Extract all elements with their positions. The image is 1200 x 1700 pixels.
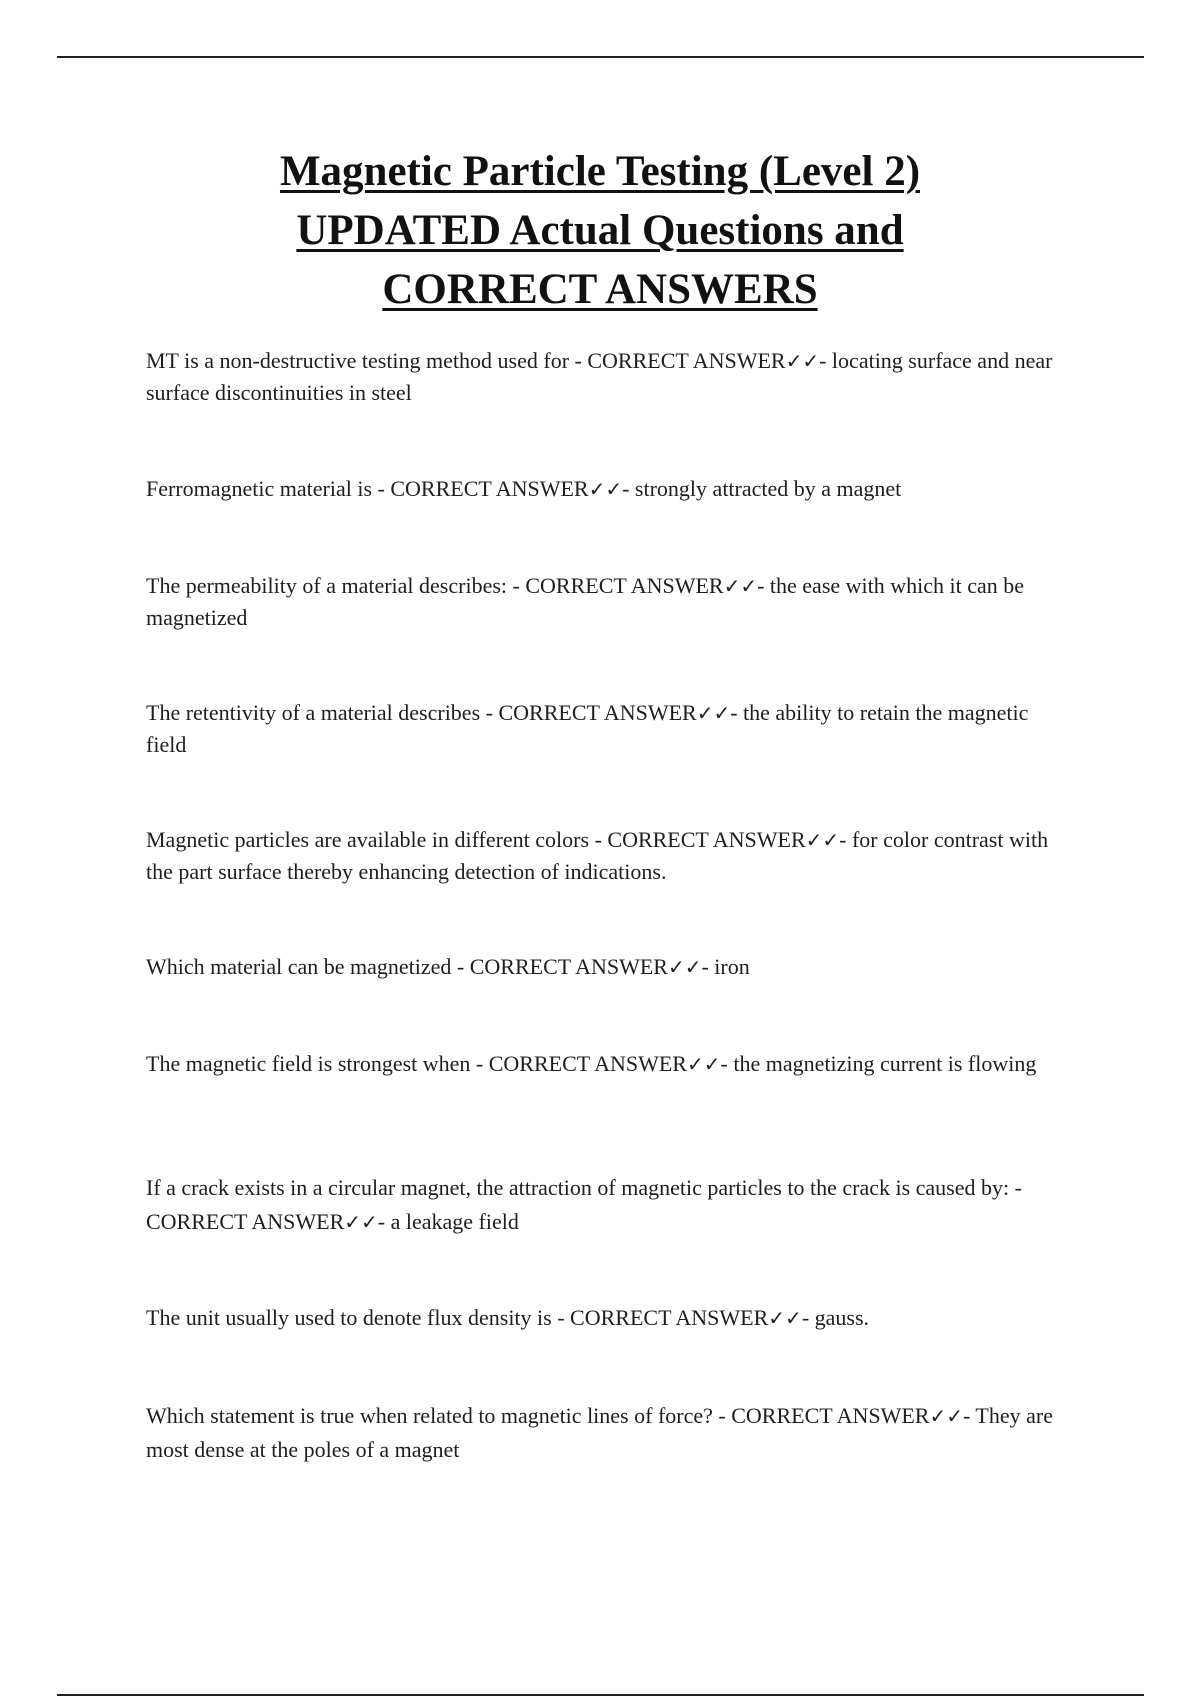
bottom-rule — [57, 1694, 1144, 1696]
answer-marker: - CORRECT ANSWER — [594, 827, 806, 852]
answer-marker: - CORRECT ANSWER — [146, 1175, 1022, 1234]
question-text: Ferromagnetic material is — [146, 476, 373, 501]
question-text: The permeability of a material describes: — [146, 573, 508, 598]
answer-text: - for color contrast with the part surface thereby enhancing detection of indications. — [146, 827, 1049, 884]
qa-item-5 — [146, 824, 1066, 887]
question-text: MT is a non-destructive testing method used for — [146, 348, 570, 373]
answer-marker: - CORRECT ANSWER — [512, 573, 724, 598]
question-text: If a crack exists in a circular magnet, the attraction of magnetic particles to the crack is caused by: — [146, 1175, 1010, 1200]
answer-text: - gauss. — [801, 1305, 870, 1330]
qa-item-2 — [146, 473, 1066, 505]
qa-item-1 — [146, 345, 1066, 408]
top-rule — [57, 56, 1144, 58]
answer-text: - locating surface and near surface discontinuities in steel — [146, 348, 1053, 405]
title-line-1: Magnetic Particle Testing (Level 2) — [279, 148, 921, 195]
answer-text: - iron — [701, 954, 750, 979]
double-check-icon: ✓✓ — [805, 828, 840, 852]
answer-text: - the magnetizing current is flowing — [720, 1051, 1037, 1076]
question-text: The magnetic field is strongest when — [146, 1051, 471, 1076]
qa-item-9 — [146, 1302, 1066, 1334]
answer-marker: - CORRECT ANSWER — [557, 1305, 769, 1330]
answer-marker: - CORRECT ANSWER — [718, 1403, 930, 1428]
answer-marker: - CORRECT ANSWER — [574, 348, 786, 373]
question-text: The unit usually used to denote flux density is — [146, 1305, 552, 1330]
answer-marker: - CORRECT ANSWER — [377, 476, 589, 501]
answer-text: - strongly attracted by a magnet — [622, 476, 902, 501]
double-check-icon: ✓✓ — [723, 574, 758, 598]
double-check-icon: ✓✓ — [344, 1210, 378, 1234]
answer-text: - the ability to retain the magnetic field — [146, 700, 1029, 757]
question-text: Which material can be magnetized — [146, 954, 452, 979]
double-check-icon: ✓✓ — [696, 701, 731, 725]
question-text: The retentivity of a material describes — [146, 700, 481, 725]
double-check-icon: ✓✓ — [785, 349, 820, 373]
qa-item-3 — [146, 570, 1066, 633]
double-check-icon: ✓✓ — [929, 1404, 963, 1428]
question-text: Magnetic particles are available in different colors — [146, 827, 590, 852]
question-text: Which statement is true when related to magnetic lines of force? — [146, 1403, 713, 1428]
qa-item-10 — [146, 1399, 1066, 1466]
qa-item-8 — [146, 1171, 1066, 1239]
qa-item-4 — [146, 697, 1066, 760]
title-line-3: CORRECT ANSWERS — [382, 266, 818, 313]
answer-marker: - CORRECT ANSWER — [456, 954, 668, 979]
answer-marker: - CORRECT ANSWER — [475, 1051, 687, 1076]
document-title — [100, 142, 1100, 319]
qa-item-6 — [146, 951, 1066, 983]
answer-marker: - CORRECT ANSWER — [485, 700, 697, 725]
answer-text: - They are most dense at the poles of a magnet — [146, 1403, 1053, 1462]
qa-item-7 — [146, 1048, 1066, 1080]
double-check-icon: ✓✓ — [667, 955, 702, 979]
title-line-2: UPDATED Actual Questions and — [296, 207, 904, 254]
double-check-icon: ✓✓ — [686, 1052, 721, 1076]
answer-text: - a leakage field — [377, 1209, 519, 1234]
double-check-icon: ✓✓ — [588, 477, 623, 501]
answer-text: - the ease with which it can be magnetized — [146, 573, 1025, 630]
double-check-icon: ✓✓ — [768, 1306, 802, 1330]
